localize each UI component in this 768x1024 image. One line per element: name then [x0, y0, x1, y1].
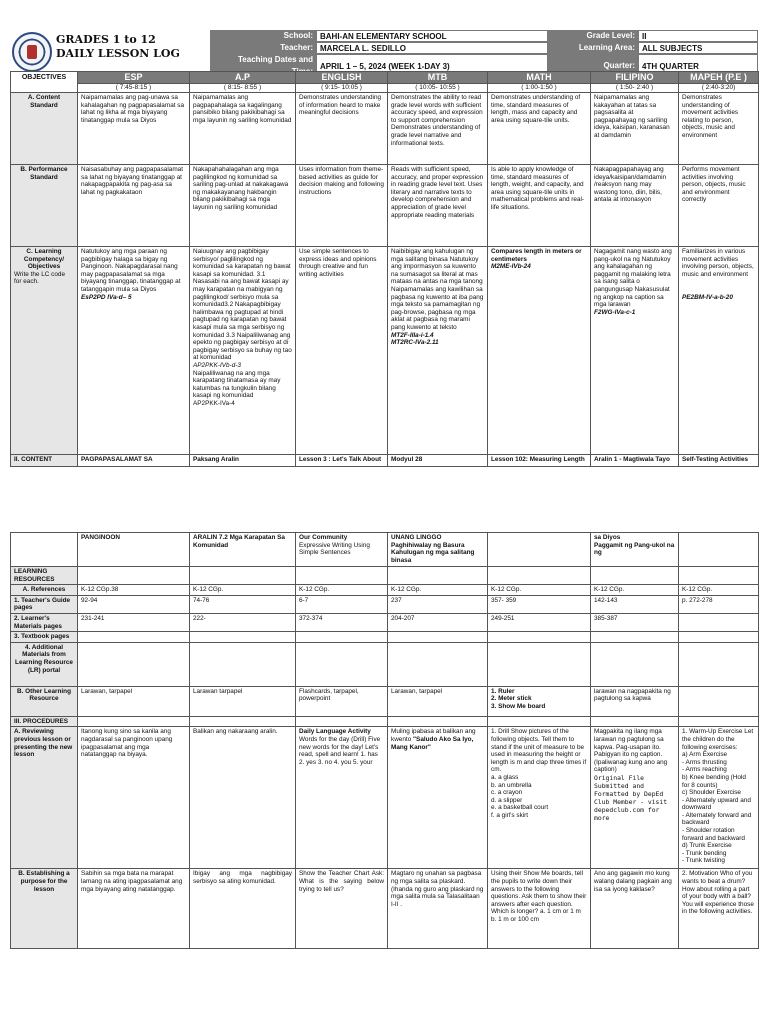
table-cell: Modyul 28 [388, 455, 488, 467]
cell-text-extra: Words for the day (Drill) Five new words for the day! Let's read, spell and learn! 1. has 2. yes 3. no 4. you 5. your [299, 735, 381, 766]
list-item: a) Arm Exercise [682, 751, 728, 759]
cell-text: Compares length in meters or centimeters [491, 248, 582, 263]
learning-competency-title: C. Learning Competency/ Objectives [23, 248, 65, 271]
table-cell: Naipamamalas ang kakayahan at tatas sa pagsasalita at pagpapahayag ng sariling ideya, kaisipan, karanasan at damdamin [591, 93, 679, 165]
table-cell [190, 567, 296, 585]
cell-text: 1. Warm-Up Exercise Let the children do the following exercises: [682, 728, 754, 751]
cell-text: Muling ipabasa at balikan ang kwento [391, 728, 476, 743]
lesson-table-top [10, 71, 759, 467]
table-cell [488, 642, 591, 686]
table-cell: Using their Show Me boards, tell the pupils to write down their answers to the following questions. Ask them to show their answers after each question. Which is longer? a. 1 cm or 1 m b. 1 m or 100 cm [488, 869, 591, 949]
references-label: A. References [11, 585, 78, 596]
spacer [682, 278, 755, 294]
table-cell: Performs movement activities involving person, objects, music and environment correctly [679, 165, 759, 247]
title-line-2: DAILY LESSON LOG [56, 47, 180, 60]
table-cell [679, 247, 759, 455]
table-cell: Self-Testing Activities [679, 455, 759, 467]
lesson-table-bottom [10, 532, 759, 949]
table-cell [388, 632, 488, 643]
list-item: b. an umbrella [491, 781, 532, 789]
table-cell: Naipamamalas ang pagpapahalaga sa kagalingang pansibiko bilang pakikibahagi sa mga layunin ng sariling komunidad [190, 93, 296, 165]
list-item: e. a basketball court [491, 804, 549, 812]
table-cell: Show the Teacher Chart Ask: What is the saying below trying to tell us? [296, 869, 388, 949]
list-item: d. a slipper [491, 796, 523, 804]
table-cell [488, 632, 591, 643]
table-cell: Ano ang gagawin mo kung walang dalang pagkain ang isa sa iyong kaklase? [591, 869, 679, 949]
subject-mapeh: MAPEH (P.E ) [679, 72, 759, 84]
cell-text: Our Community [299, 534, 348, 541]
table-cell [679, 716, 759, 727]
deped-seal-icon [12, 32, 52, 72]
cell-text-extra: "Saludo Ako Sa Iyo, Mang Kanor" [391, 735, 474, 751]
procedures-row [11, 716, 759, 727]
subject-mtb: MTB [388, 72, 488, 84]
table-cell [679, 632, 759, 643]
table-cell: Use simple sentences to express ideas and opinions through creative and fun writing activities [296, 247, 388, 455]
procedures-label: III. PROCEDURES [11, 716, 78, 727]
table-cell: 249-251 [488, 613, 591, 631]
table-cell: 357- 359 [488, 595, 591, 613]
textbook-label: 3. Textbook pages [11, 632, 78, 643]
table-cell [296, 716, 388, 727]
cell-text: Magpakita ng ilang mga larawan ng pagtulong sa kapwa. Pag-usapan ito. Pabigyan ito ng caption. (Ipaliwanag kung ano ang caption) [594, 728, 668, 774]
table-cell: Flashcards, tarpapel, powerpoint [296, 686, 388, 716]
table-cell [190, 632, 296, 643]
subject-english: ENGLISH [296, 72, 388, 84]
table-cell [388, 642, 488, 686]
table-cell: 372-374 [296, 613, 388, 631]
table-cell: 222- [190, 613, 296, 631]
content-label: II. CONTENT [11, 455, 78, 467]
other-resources-row [11, 686, 759, 716]
lc-code-math: M2ME-IVb-24 [491, 263, 531, 271]
table-cell: Itanong kung sino sa kanila ang nagdarasal sa panginoon upang ipagpasalamat ang mga natatanggap na biyaya. [78, 727, 190, 869]
table-cell [11, 533, 78, 567]
table-cell: PAGPAPASALAMAT SA [78, 455, 190, 467]
learners-materials-label: 2. Learner's Materials pages [11, 613, 78, 631]
table-cell: Demonstrates understanding of movement activities relating to person, objects, music and environment [679, 93, 759, 165]
quarter-value: 4TH QUARTER [638, 54, 758, 78]
table-cell: Demonstrates the ability to read grade level words with sufficient accuracy speed, and expression to support comprehension Demonstrates understanding of grade level narrative and informational texts. [388, 93, 488, 165]
table-cell: 385-387 [591, 613, 679, 631]
table-cell [78, 642, 190, 686]
list-item: - Trunk bending [682, 849, 727, 857]
list-item: f. a girl's skirt [491, 811, 529, 819]
table-cell [488, 567, 591, 585]
cell-text: UNANG LINGGO [391, 534, 442, 541]
table-cell: K-12 CGp. [190, 585, 296, 596]
learning-resources-label: LEARNING RESOURCES [11, 567, 78, 585]
lc-code-ap-2: AP2PKK-IVa-4 [193, 399, 235, 407]
area-label: Learning Area: [548, 42, 638, 54]
table-cell [78, 716, 190, 727]
table-cell [388, 567, 488, 585]
grade-value: II [638, 30, 758, 42]
table-cell: K-12 CGp. [388, 585, 488, 596]
table-cell [388, 716, 488, 727]
cell-text: Nagagamit nang wasto ang pang-ukol na ng Natutukoy ang kahalagahan ng paggamit ng malaking letra sa isang salita o pangungusap Nakasusulat ng angkop na caption sa mga larawan [594, 248, 672, 309]
time-mapeh: ( 2:40-3:20) [679, 84, 759, 93]
table-cell: Sabihin sa mga bata na marapat lamang na ating ipagpasalamat ang mga biyayang ating natatanggap. [78, 869, 190, 949]
table-cell: Balikan ang nakaraang aralin. [190, 727, 296, 869]
table-cell [78, 567, 190, 585]
table-cell: 142-143 [591, 595, 679, 613]
content-standard-label: A. Content Standard [11, 93, 78, 165]
table-cell: PANGINOON [78, 533, 190, 567]
reviewing-row [11, 727, 759, 869]
references-row [11, 585, 759, 596]
list-item: - Alternately forward and backward [682, 811, 752, 827]
performance-standard-label: B. Performance Standard [11, 165, 78, 247]
table-cell [78, 247, 190, 455]
table-cell [591, 247, 679, 455]
table-cell [679, 727, 759, 869]
learners-materials-row [11, 613, 759, 631]
list-item: b) Knee bending (Hold for 8 counts) [682, 773, 746, 789]
textbook-row [11, 632, 759, 643]
subject-ap: A.P [190, 72, 296, 84]
table-cell [488, 247, 591, 455]
table-cell [190, 642, 296, 686]
table-cell [591, 533, 679, 567]
table-cell: Naipamamalas ang pag-unawa sa kahalagahan ng pagpapasalamat sa lahat ng likha at mga biyayang tinatanggap mula sa Diyos [78, 93, 190, 165]
table-cell: K-12 CGp. [296, 585, 388, 596]
teachers-guide-label: 1. Teacher's Guide pages [11, 595, 78, 613]
table-cell [296, 632, 388, 643]
reviewing-label: A. Reviewing previous lesson or presenting the new lesson [11, 727, 78, 869]
time-filipino: ( 1:50- 2:40 ) [591, 84, 679, 93]
table-cell: 74-76 [190, 595, 296, 613]
table-cell [488, 727, 591, 869]
lc-code-mtb-2: MT2RC-IVa-2.11 [391, 339, 439, 347]
table-cell: Larawan tarpapel [190, 686, 296, 716]
table-cell: K-12 CGp.38 [78, 585, 190, 596]
cell-text: 1. Drill Show pictures of the following objects. Tell them to stand if the unit of measure to be used in measuring the height or length is m and clap three times if cm. [491, 728, 587, 774]
other-resources-label: B. Other Learning Resource [11, 686, 78, 716]
table-cell [488, 533, 591, 567]
table-cell: Ibigay ang mga nagbibigay serbisyo sa ating komunidad. [190, 869, 296, 949]
cell-text: sa Diyos [594, 534, 621, 541]
cell-text-extra: Paghihiwalay ng Basura Kahulugan ng mga salitang binasa [391, 541, 475, 564]
teachers-guide-row [11, 595, 759, 613]
learning-competency-label [11, 247, 78, 455]
table-cell: Lesson 102: Measuring Length [488, 455, 591, 467]
time-english: ( 9:15- 10:05 ) [296, 84, 388, 93]
school-value: BAHI-AN ELEMENTARY SCHOOL [316, 30, 548, 42]
list-item: c) Shoulder Exercise [682, 789, 741, 797]
table-cell: 1. Ruler 2. Meter stick 3. Show Me board [488, 686, 591, 716]
purpose-label: B. Establishing a purpose for the lesson [11, 869, 78, 949]
table-cell [388, 533, 488, 567]
table-cell: Larawan, tarpapel [78, 686, 190, 716]
table-cell: K-12 CGp. [488, 585, 591, 596]
table-cell [78, 632, 190, 643]
table-cell: 237 [388, 595, 488, 613]
table-cell: K-12 CGp. [679, 585, 759, 596]
cell-text-extra: Paggamit ng Pang-ukol na ng [594, 541, 675, 557]
table-cell: Lesson 3 : Let's Talk About [296, 455, 388, 467]
school-label: School: [210, 30, 316, 42]
table-cell: 6-7 [296, 595, 388, 613]
cell-text-extra: Naipaliliwanag na ang mga karapatang tinatamasa ay may katumbas na tungkulin bilang kasapi ng komunidad [193, 369, 281, 400]
teacher-value: MARCELA L. SEDILLO [316, 42, 548, 54]
quarter-label: Quarter: [548, 54, 638, 78]
teacher-label: Teacher: [210, 42, 316, 54]
table-cell [296, 727, 388, 869]
additional-materials-label: 4. Additional Materials from Learning Resource (LR) portal [11, 642, 78, 686]
table-cell [679, 686, 759, 716]
objectives-header: OBJECTIVES [11, 72, 78, 93]
table-cell: Magtaro ng unahan sa pagbasa ng mga salita sa plaskard.(Ihanda ng guro ang plaskard ng mga salita mula sa Talasalitaan I-II . [388, 869, 488, 949]
content-continued-row [11, 533, 759, 567]
table-cell [591, 567, 679, 585]
grade-label: Grade Level: [548, 30, 638, 42]
table-cell: Is able to apply knowledge of time, standard measures of length, weight, and capacity, and area using square-tile units in mathematical problems and real-life situations. [488, 165, 591, 247]
subject-esp: ESP [78, 72, 190, 84]
learning-resources-row [11, 567, 759, 585]
table-cell [591, 632, 679, 643]
subject-header-row [11, 72, 759, 84]
table-cell: Demonstrates understanding of time, standard measures of length, mass and capacity and area using square-tile units. [488, 93, 591, 165]
table-cell [388, 727, 488, 869]
table-cell: Nakapagpapahayag ang ideya/kaisipan/damdamin /reaksyon nang may wastong tono, diin, bilis, antala at intonasyon [591, 165, 679, 247]
lc-code-filipino: F2WG-IVa-c-1 [594, 308, 636, 316]
content-standard-row [11, 93, 759, 165]
dates-label-1: Teaching Dates and [210, 54, 316, 66]
lc-code-mtb-1: MT2F-IIIa-i-1.4 [391, 331, 434, 339]
list-item: - Alternately upward and downward [682, 796, 751, 812]
table-cell [679, 613, 759, 631]
dates-value: APRIL 1 – 5, 2024 (WEEK 1-DAY 3) [316, 54, 548, 78]
table-cell: larawan na nagpapakita ng pagtulong sa kapwa [591, 686, 679, 716]
table-cell: 204-207 [388, 613, 488, 631]
table-cell [679, 533, 759, 567]
cell-text: Naibibigay ang kahulugan ng mga salitang binasa Natutukoy ang impormasyon sa kuwento na sumasagot sa literal at mas mataas na antas na mga tanong Naipamamalas ang kawilihan sa pagbasa ng kuwento at iba pang mga teksto sa pamamagitan ng pag-browse, pagbasa ng mga aklat at pagbasa ng marami pang kuwento at teksto [391, 248, 484, 331]
table-cell: Paksang Aralin [190, 455, 296, 467]
table-cell: Nakapahahalagahan ang mga paglilingkod ng komunidad sa sariling pag-unlad at nakakagawa ng makakayanang hakbangin bilang pakikibahagi sa mga layunin ng sariling komunidad [190, 165, 296, 247]
list-item: - Trunk twisting [682, 857, 725, 865]
lc-code-ap-1: AP2PKK-IVb-d-3 [193, 361, 241, 369]
table-cell [388, 247, 488, 455]
cell-text: Familiarizes in various movement activities involving person, objects, music and environment [682, 248, 754, 278]
table-cell: ARALIN 7.2 Mga Karapatan Sa Komunidad [190, 533, 296, 567]
table-cell: 2. Motivation Who of you wants to beat a drum? How about rolling a part of your body with a ball? You will experience those in the following activities. [679, 869, 759, 949]
list-item: c. a crayon [491, 789, 523, 797]
table-cell [679, 567, 759, 585]
table-cell: Aralin 1 - Magtiwala Tayo [591, 455, 679, 467]
learning-competency-sublabel: Write the LC code for each. [14, 270, 66, 286]
table-cell: K-12 CGp. [591, 585, 679, 596]
table-cell: Larawan, tarpapel [388, 686, 488, 716]
time-mtb: ( 10:05- 10:55 ) [388, 84, 488, 93]
list-item: d) Trunk Exercise [682, 842, 732, 850]
table-cell [591, 727, 679, 869]
additional-materials-row [11, 642, 759, 686]
table-cell [296, 642, 388, 686]
area-value: ALL SUBJECTS [638, 42, 758, 54]
table-cell [296, 533, 388, 567]
cell-text: Natutukoy ang mga paraan ng pagbibigay halaga sa bigay ng Panginoon. Nakapagdarasal nang may pagpapasalamat sa mga biyayang tinanggap, tinatanggap at tatanggapin mula sa Diyos [81, 248, 181, 293]
subject-filipino: FILIPINO [591, 72, 679, 84]
list-item: a. a glass [491, 773, 519, 781]
table-cell [679, 642, 759, 686]
cell-text: Daily Language Activity [299, 728, 371, 736]
content-row [11, 455, 759, 467]
table-cell: 231-241 [78, 613, 190, 631]
cell-text: Naiuugnay ang pagbibigay serbisyo/ paglilingkod ng komunidad sa karapatan ng bawat kasapi sa komunidad. 3.1 Nasasabi na ang bawat kasapi ay may karapatan na mabigyan ng paglilingkod/ serbisyo mula sa komunidad3.2 Nakapagbibigay halimbawa ng pagtupad at hindi pagtupad ng karapatan ng bawat kasapi mula sa mga serbisyo ng komunidad 3.3 Naipaliliwanag ang epekto ng pagbigay serbisyo at di pagbigay serbisyo sa buhay ng tao at komunidad [193, 248, 292, 362]
table-cell: Reads with sufficient speed, accuracy, and proper expression in reading grade level text. Uses literary and narrative texts to develop comprehension and appreciation of grade level appropriate reading materials [388, 165, 488, 247]
table-cell [591, 716, 679, 727]
table-cell: Naisasabuhay ang pagpapasalamat sa lahat ng biyayang tinatanggap at nakapagpapakita ng pag-asa sa lahat ng pagkakataon [78, 165, 190, 247]
depedclub-note: Original File Submitted and Formatted by DepEd Club Member - visit depedclub.com for more [594, 773, 668, 822]
table-cell [591, 642, 679, 686]
time-math: ( 1:00-1:50 ) [488, 84, 591, 93]
table-cell: p. 272-278 [679, 595, 759, 613]
table-cell [190, 247, 296, 455]
performance-standard-row [11, 165, 759, 247]
time-ap: ( 8:15- 8:55 ) [190, 84, 296, 93]
cell-text-extra: Expressive Writing Using Simple Sentences [299, 541, 370, 557]
list-item: - Shoulder rotation forward and backward [682, 827, 745, 842]
table-cell: 92-94 [78, 595, 190, 613]
list-item: - Arms reaching [682, 766, 727, 774]
table-cell [488, 716, 591, 727]
lc-code-mapeh: PE2BM-IV-a-b-20 [682, 294, 733, 302]
subject-math: MATH [488, 72, 591, 84]
title-line-1: GRADES 1 to 12 [56, 33, 156, 46]
time-esp: ( 7:45-8:15 ) [78, 84, 190, 93]
table-cell: Demonstrates understanding of information heard to make meaningful decisions [296, 93, 388, 165]
purpose-row [11, 869, 759, 949]
table-cell: Uses information from theme-based activities as guide for decision making and following instructions [296, 165, 388, 247]
learning-competency-row [11, 247, 759, 455]
lc-code-esp: EsP2PD IVa-d– 5 [81, 293, 132, 301]
time-row [11, 84, 759, 93]
table-cell [296, 567, 388, 585]
table-cell [190, 716, 296, 727]
list-item: - Arms thrusting [682, 758, 727, 766]
